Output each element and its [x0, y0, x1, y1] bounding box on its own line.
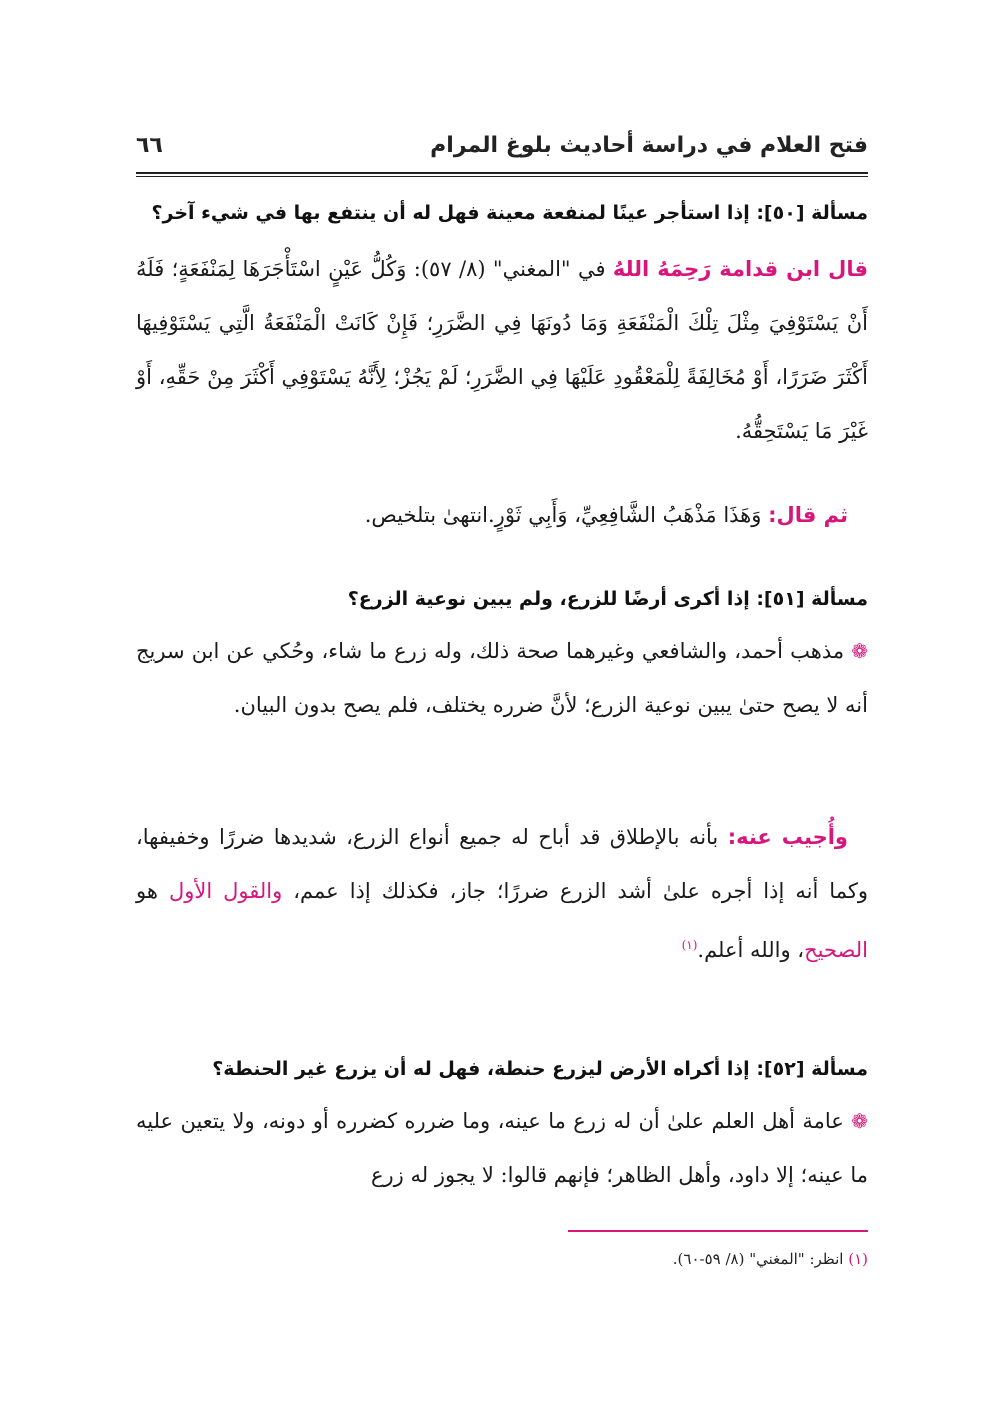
intro-text: في "المغني" (٨/ ٥٧):: [406, 257, 613, 281]
masala-52-para: [136, 1094, 868, 1202]
masala-51-answer: [136, 810, 868, 977]
masala-52-question: مسألة [٥٢]: إذا أكراه الأرض ليزرع حنطة، فهل له أن يزرع غير الحنطة؟: [212, 1058, 868, 1080]
correct-label: الصحيح: [804, 938, 868, 962]
ibn-qudama-label: قال ابن قدامة رَحِمَهُ اللهُ: [612, 257, 868, 281]
footnote-text: انظر: "المغني" (٨/ ٥٩-٦٠).: [672, 1250, 849, 1268]
book-title: فتح العلام في دراسة أحاديث بلوغ المرام: [430, 132, 868, 158]
masala-50-then: [136, 488, 868, 542]
masala-50-text: [136, 242, 868, 458]
header-rule: [136, 172, 868, 174]
first-opinion: والقول الأول: [168, 879, 283, 903]
end-text: ، والله أعلم.: [697, 938, 805, 962]
flower-ornament-icon: ❁: [851, 1109, 868, 1133]
answer-text: بأنه بالإطلاق قد أباح له جميع أنواع الزرع، شديدها ضررًا وخفيفها، وكما أنه إذا أجره علىٰ أشد الزرع ضررًا؛ جاز، فكذلك إذا عمم،: [136, 825, 868, 903]
page-number: ٦٦: [136, 132, 163, 158]
then-said-label: ثم قال:: [768, 503, 848, 527]
masala-51-text: مذهب أحمد، والشافعي وغيرهما صحة ذلك، وله زرع ما شاء، وحُكي عن ابن سريج أنه لا يصح حتىٰ يبين نوعية الزرع؛ لأنَّ ضرره يختلف، فلم يصح بدون البيان.: [136, 639, 868, 717]
is-text: هو: [136, 879, 169, 903]
then-said-text: وَهَذَا مَذْهَبُ الشَّافِعِيِّ، وَأَبِي ثَوْرٍ.انتهىٰ بتلخيص.: [364, 503, 769, 527]
book-page: [136, 120, 868, 1320]
answer-label: وأُجيب عنه:: [727, 825, 848, 849]
masala-50-question: مسألة [٥٠]: إذا استأجر عينًا لمنفعة معينة فهل له أن ينتفع بها في شيء آخر؟: [151, 202, 868, 224]
footnote-number: (١): [848, 1250, 868, 1268]
flower-ornament-icon: ❁: [851, 639, 868, 663]
masala-51-para: [136, 624, 868, 732]
header-rule-thin: [136, 176, 868, 177]
footnote: [673, 1250, 868, 1268]
masala-51-question: مسألة [٥١]: إذا أكرى أرضًا للزرع، ولم يبين نوعية الزرع؟: [347, 588, 868, 610]
footnote-ref[interactable]: (١): [681, 938, 698, 952]
quote-text: وَكُلُّ عَيْنٍ اسْتَأْجَرَهَا لِمَنْفَعَةٍ؛ فَلَهُ أَنْ يَسْتَوْفِيَ مِثْلَ تِلْكَ الْمَنْفَعَةِ وَمَا دُونَهَا فِي الضَّرَرِ؛ فَإِنْ كَانَتْ الْمَنْفَعَةُ الَّتِي يَسْتَوْفِيهَا أَكْثَرَ ضَرَرًا، أَوْ مُخَالِفَةً لِلْمَعْقُودِ عَلَيْهَا فِي الضَّرَرِ؛ لَمْ يَجُزْ؛ لِأَنَّهُ يَسْتَوْفِي أَكْثَرَ مِنْ حَقِّهِ، أَوْ غَيْرَ مَا يَسْتَحِقُّهُ.: [136, 257, 868, 443]
masala-52-text: عامة أهل العلم علىٰ أن له زرع ما عينه، وما ضرره كضرره أو دونه، ولا يتعين عليه ما عينه؛ إلا داود، وأهل الظاهر؛ فإنهم قالوا: لا يجوز له زرع: [136, 1109, 868, 1187]
running-header: [136, 120, 868, 170]
footnote-rule: [568, 1230, 868, 1232]
